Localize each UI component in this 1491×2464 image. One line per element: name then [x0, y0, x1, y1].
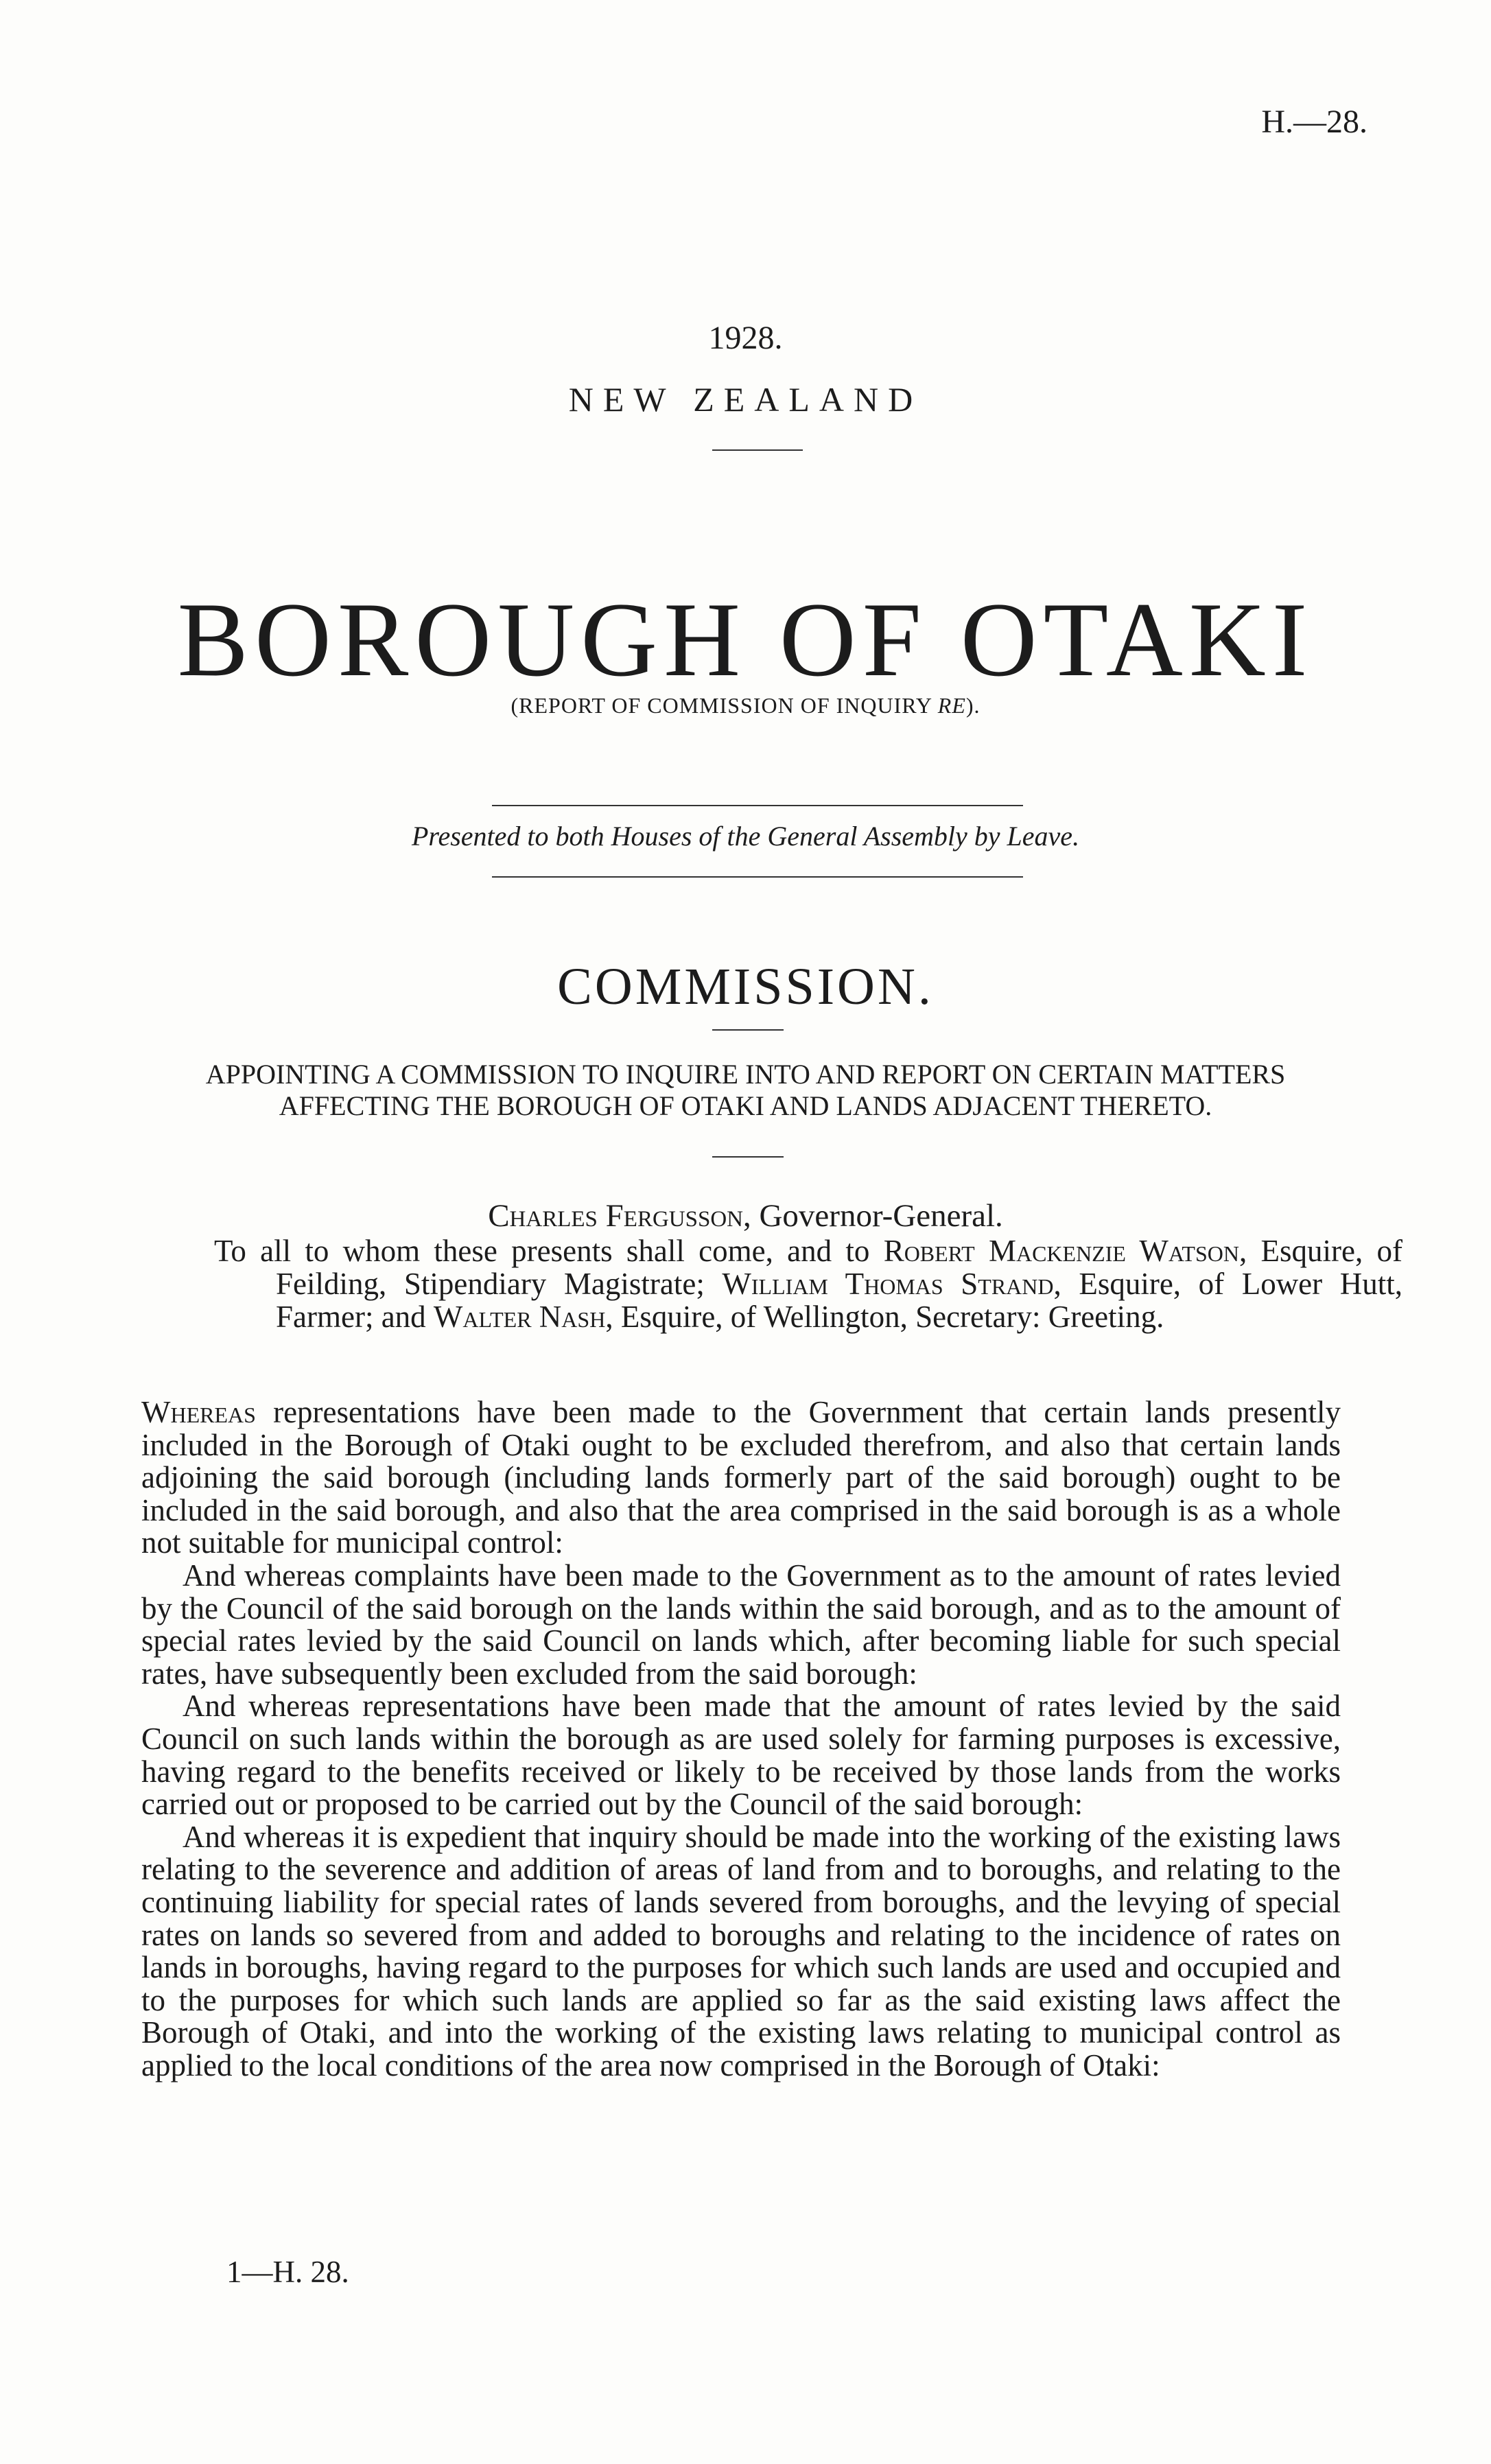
- document-reference: H.—28.: [1261, 104, 1367, 140]
- main-title: BOROUGH OF OTAKI: [177, 580, 1314, 699]
- year: 1928.: [708, 320, 783, 356]
- commission-heading: COMMISSION.: [557, 958, 934, 1016]
- commission-subheading: APPOINTING A COMMISSION TO INQUIRE INTO AND REPORT ON CERTAIN MATTERS AFFECTING THE BOROUGH OF OTAKI AND LANDS ADJACENT THERETO.: [205, 1059, 1286, 1121]
- divider: [712, 449, 803, 451]
- whereas-paragraph-4: And whereas it is expedient that inquiry should be made into the working of the existing laws relating to the severence and addition of areas of land from and to boroughs, and relating to the continuing liability for special rates of lands severed from boroughs, and the levying of special rates on lands so severed from and added to boroughs and relating to the incidence of rates on lands in boroughs, having regard to the purposes for which such lands are used and occupied and to the purposes for which such lands are applied so far as the said existing laws affect the Borough of Otaki, and into the working of the existing laws relating to municipal control as applied to the local conditions of the area now comprised in the Borough of Otaki:: [141, 1819, 1341, 2082]
- page-signature: 1—H. 28.: [226, 2255, 349, 2289]
- country: NEW ZEALAND: [568, 380, 923, 419]
- body-text: [141, 1396, 1341, 2082]
- divider: [492, 805, 1023, 806]
- greeting-paragraph: To all to whom these presents shall come, and to Robert Mackenzie Watson, Esquire, of Feilding, Stipendiary Magistrate; William Thomas Strand, Esquire, of Lower Hutt, Farmer; and Walter Nash, Esquire, of Wellington, Secretary: Greeting.: [214, 1234, 1402, 1334]
- whereas-paragraph-1: Whereas representations have been made to the Government that certain lands presently included in the Borough of Otaki ought to be excluded therefrom, and also that certain lands adjoining the said borough (including lands formerly part of the said borough) ought to be included in the said borough, and also that the area comprised in the said borough is as a whole not suitable for municipal control:: [141, 1395, 1341, 1560]
- whereas-paragraph-3: And whereas representations have been made that the amount of rates levied by the said Council on such lands within the borough as are used solely for farming purposes is excessive, having regard to the benefits received or likely to be received by those lands from the works carried out or proposed to be carried out by the Council of the said borough:: [141, 1689, 1341, 1822]
- whereas-paragraph-2: And whereas complaints have been made to the Government as to the amount of rates levied by the Council of the said borough on the lands within the said borough, and as to the amount of special rates levied by the said Council on lands which, after becoming liable for such special rates, have subsequently been excluded from the said borough:: [141, 1558, 1341, 1691]
- divider: [712, 1156, 784, 1158]
- governor-general-line: Charles Fergusson, Governor-General.: [488, 1198, 1003, 1234]
- divider: [712, 1029, 784, 1031]
- divider: [492, 876, 1023, 878]
- subtitle: (REPORT OF COMMISSION OF INQUIRY RE).: [510, 693, 981, 718]
- presented-line: Presented to both Houses of the General Assembly by Leave.: [411, 821, 1080, 852]
